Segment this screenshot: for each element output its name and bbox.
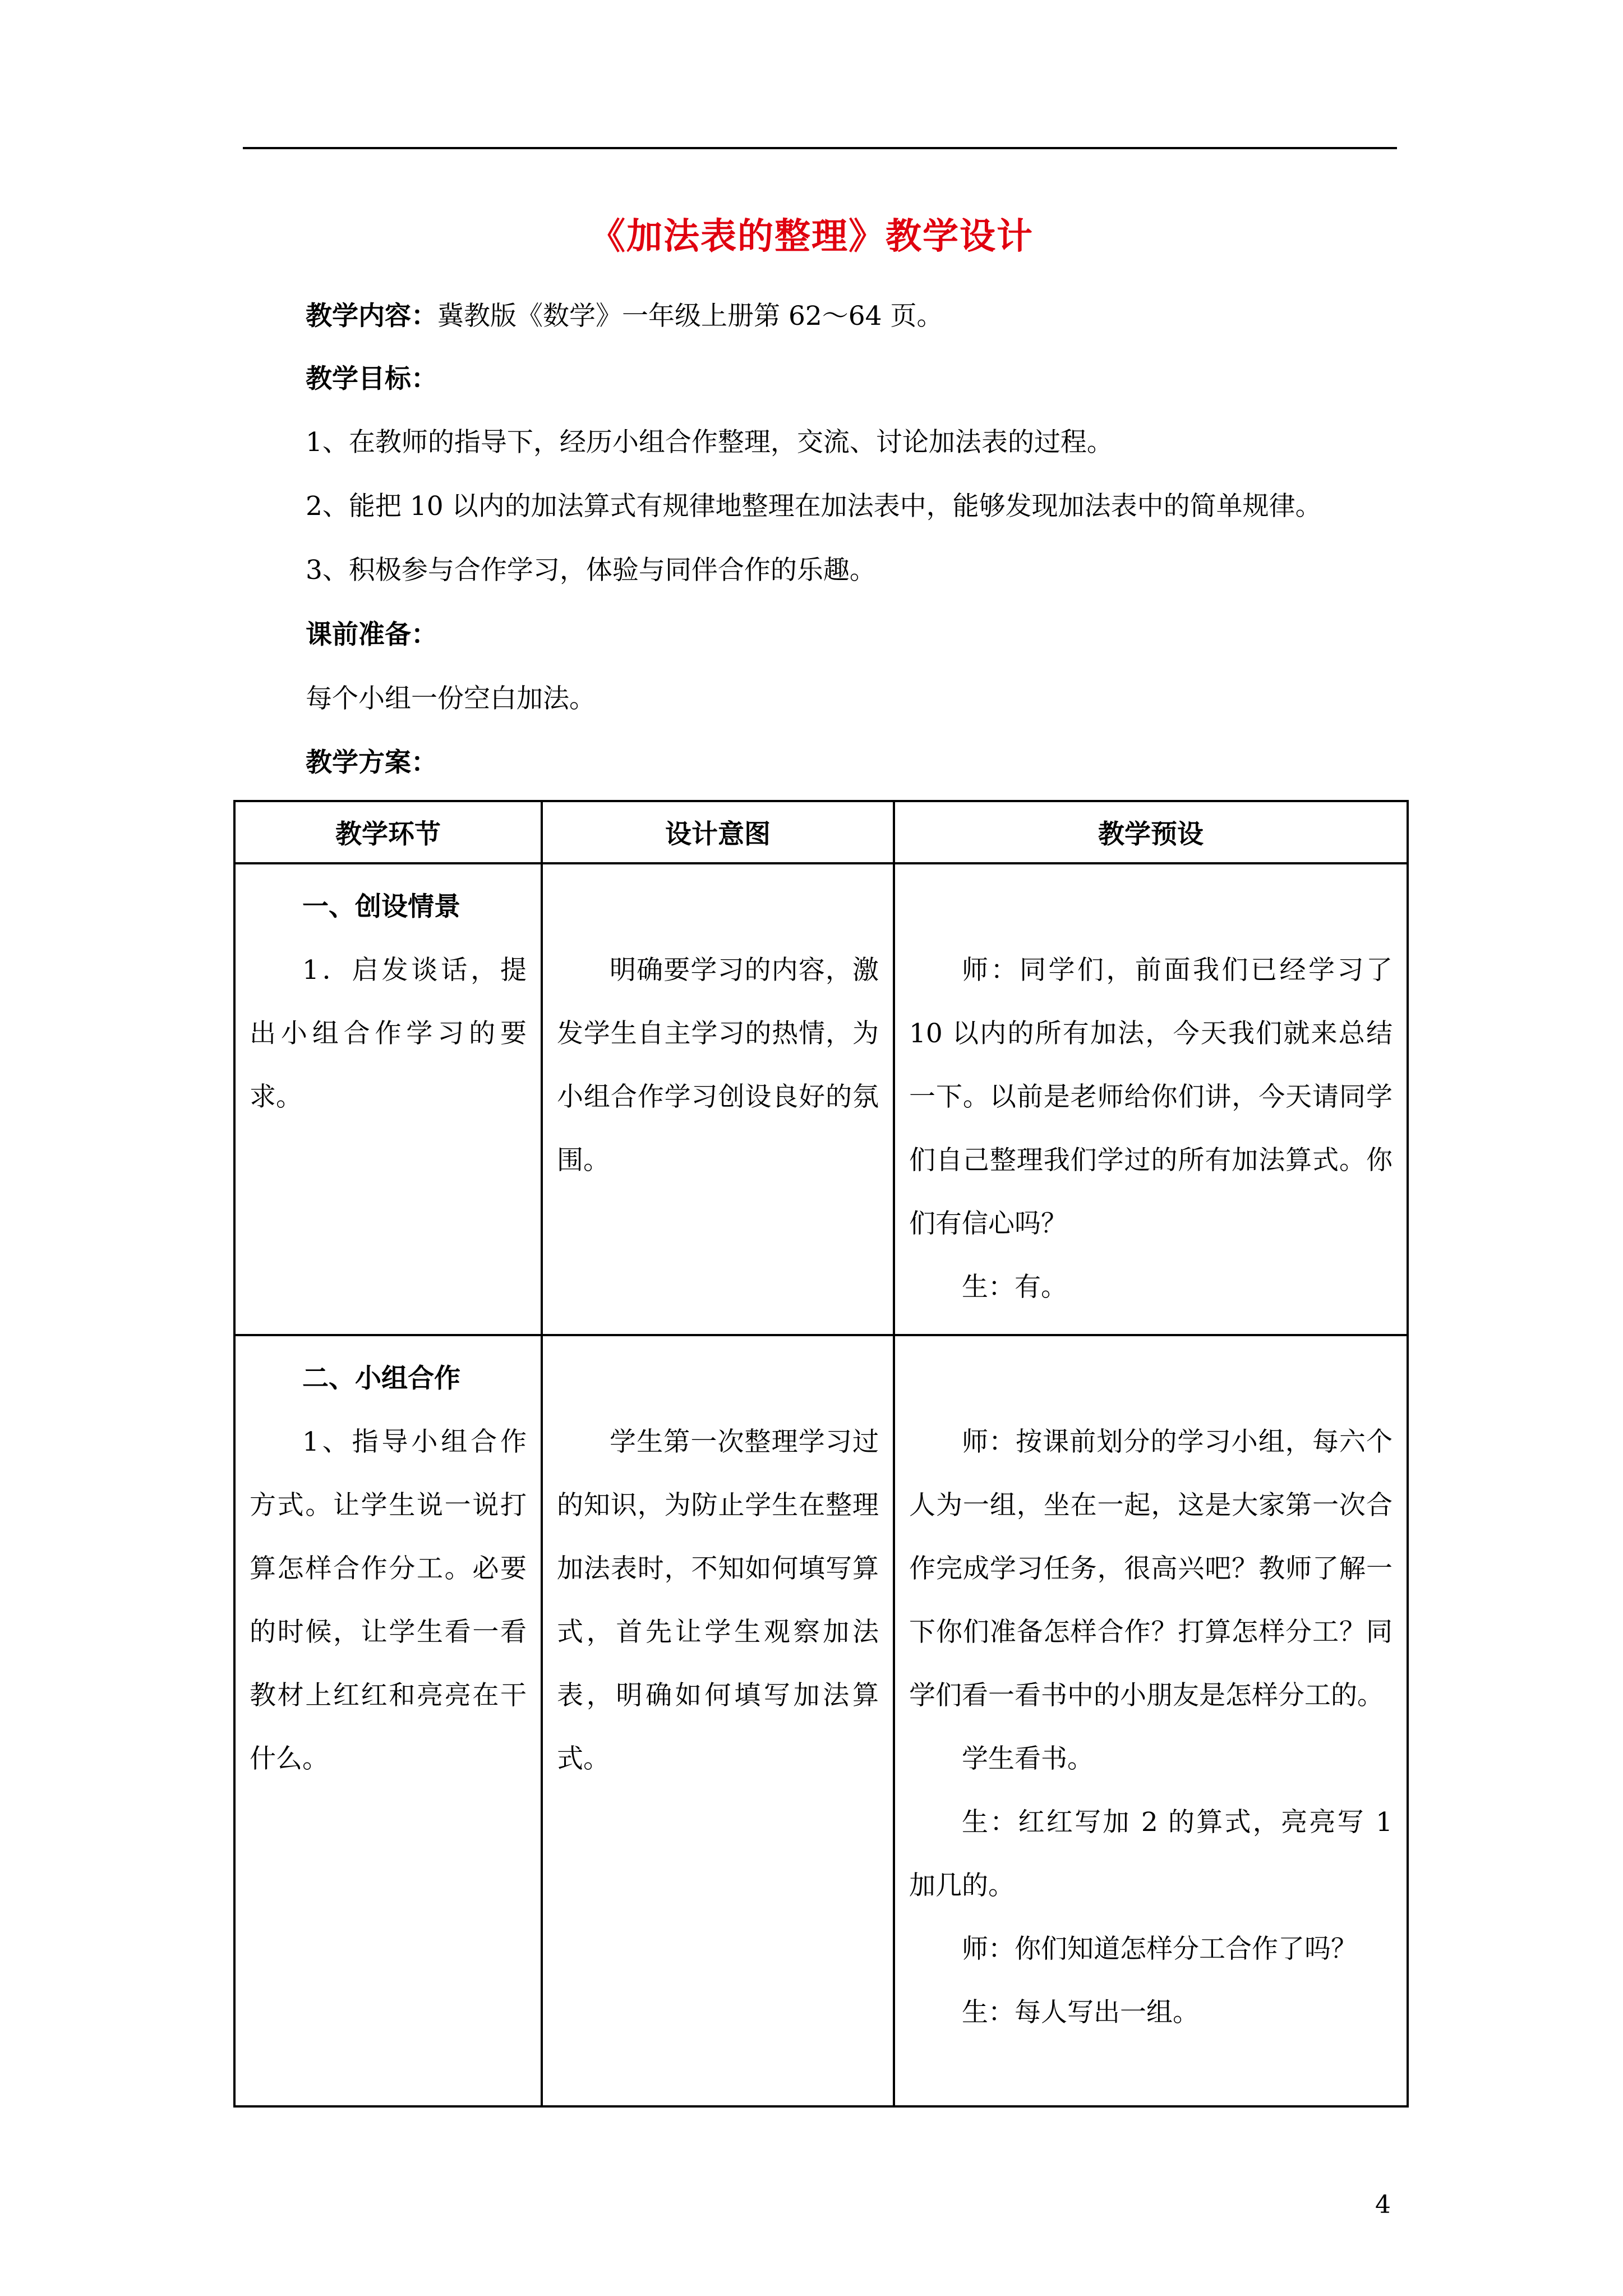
stage-title: 一、创设情景 (302, 891, 460, 922)
stage-text: 1．启发谈话，提出小组合作学习的要求。 (250, 955, 527, 1112)
preparation-label: 课前准备： (306, 619, 437, 650)
goal-item: 2、能把 10 以内的加法算式有规律地整理在加法表中，能够发现加法表中的简单规律。 (306, 491, 1322, 522)
teaching-content-text: 冀教版《数学》一年级上册第 62～64 页。 (437, 301, 943, 332)
intent-text: 学生第一次整理学习过的知识，为防止学生在整理加法表时，不知如何填写算式，首先让学生观察加法表，明确如何填写加法算式。 (557, 1427, 879, 1774)
preset-cell (894, 1335, 1408, 2106)
teaching-plan-table (233, 800, 1409, 2108)
stage-cell (234, 863, 542, 1335)
preset-line: 师：同学们，前面我们已经学习了 10 以内的所有加法，今天我们就来总结一下。以前是老师给你们讲，今天请同学们自己整理我们学过的所有加法算式。你们有信心吗？ (909, 955, 1393, 1239)
teaching-goals-label: 教学目标： (306, 364, 437, 394)
header-intent: 设计意图 (542, 801, 894, 863)
plan-label: 教学方案： (306, 747, 437, 778)
table-row (234, 863, 1408, 1335)
table-row (234, 1335, 1408, 2106)
intent-cell (542, 863, 894, 1335)
preset-line: 学生看书。 (962, 1743, 1094, 1774)
page-number: 4 (1375, 2191, 1391, 2219)
preset-line: 生：每人写出一组。 (962, 1997, 1199, 2028)
table-header-row (234, 801, 1408, 863)
preset-line: 生：红红写加 2 的算式，亮亮写 1 加几的。 (909, 1807, 1393, 1901)
preset-line: 生：有。 (962, 1272, 1067, 1303)
header-rule (243, 147, 1397, 149)
stage-title: 二、小组合作 (302, 1363, 460, 1394)
teaching-content (306, 301, 943, 332)
stage-text: 1、指导小组合作方式。让学生说一说打算怎样合作分工。必要的时候，让学生看一看教材上红红和亮亮在干什么。 (250, 1427, 527, 1774)
intent-text: 明确要学习的内容，激发学生自主学习的热情，为小组合作学习创设良好的氛围。 (557, 955, 879, 1176)
goal-item: 1、在教师的指导下，经历小组合作整理，交流、讨论加法表的过程。 (306, 427, 1113, 458)
intent-cell (542, 1335, 894, 2106)
preparation-text: 每个小组一份空白加法。 (306, 683, 596, 714)
header-preset: 教学预设 (894, 801, 1408, 863)
teaching-content-label: 教学内容： (306, 301, 437, 332)
header-stage: 教学环节 (234, 801, 542, 863)
stage-cell (234, 1335, 542, 2106)
preset-line: 师：按课前划分的学习小组，每六个人为一组，坐在一起，这是大家第一次合作完成学习任务，很高兴吧？教师了解一下你们准备怎样合作？打算怎样分工？同学们看一看书中的小朋友是怎样分工的。 (909, 1427, 1393, 1711)
preset-cell (894, 863, 1408, 1335)
document-title: 《加法表的整理》教学设计 (589, 215, 1034, 257)
preset-line: 师：你们知道怎样分工合作了吗？ (962, 1934, 1357, 1964)
goal-item: 3、积极参与合作学习，体验与同伴合作的乐趣。 (306, 555, 876, 586)
